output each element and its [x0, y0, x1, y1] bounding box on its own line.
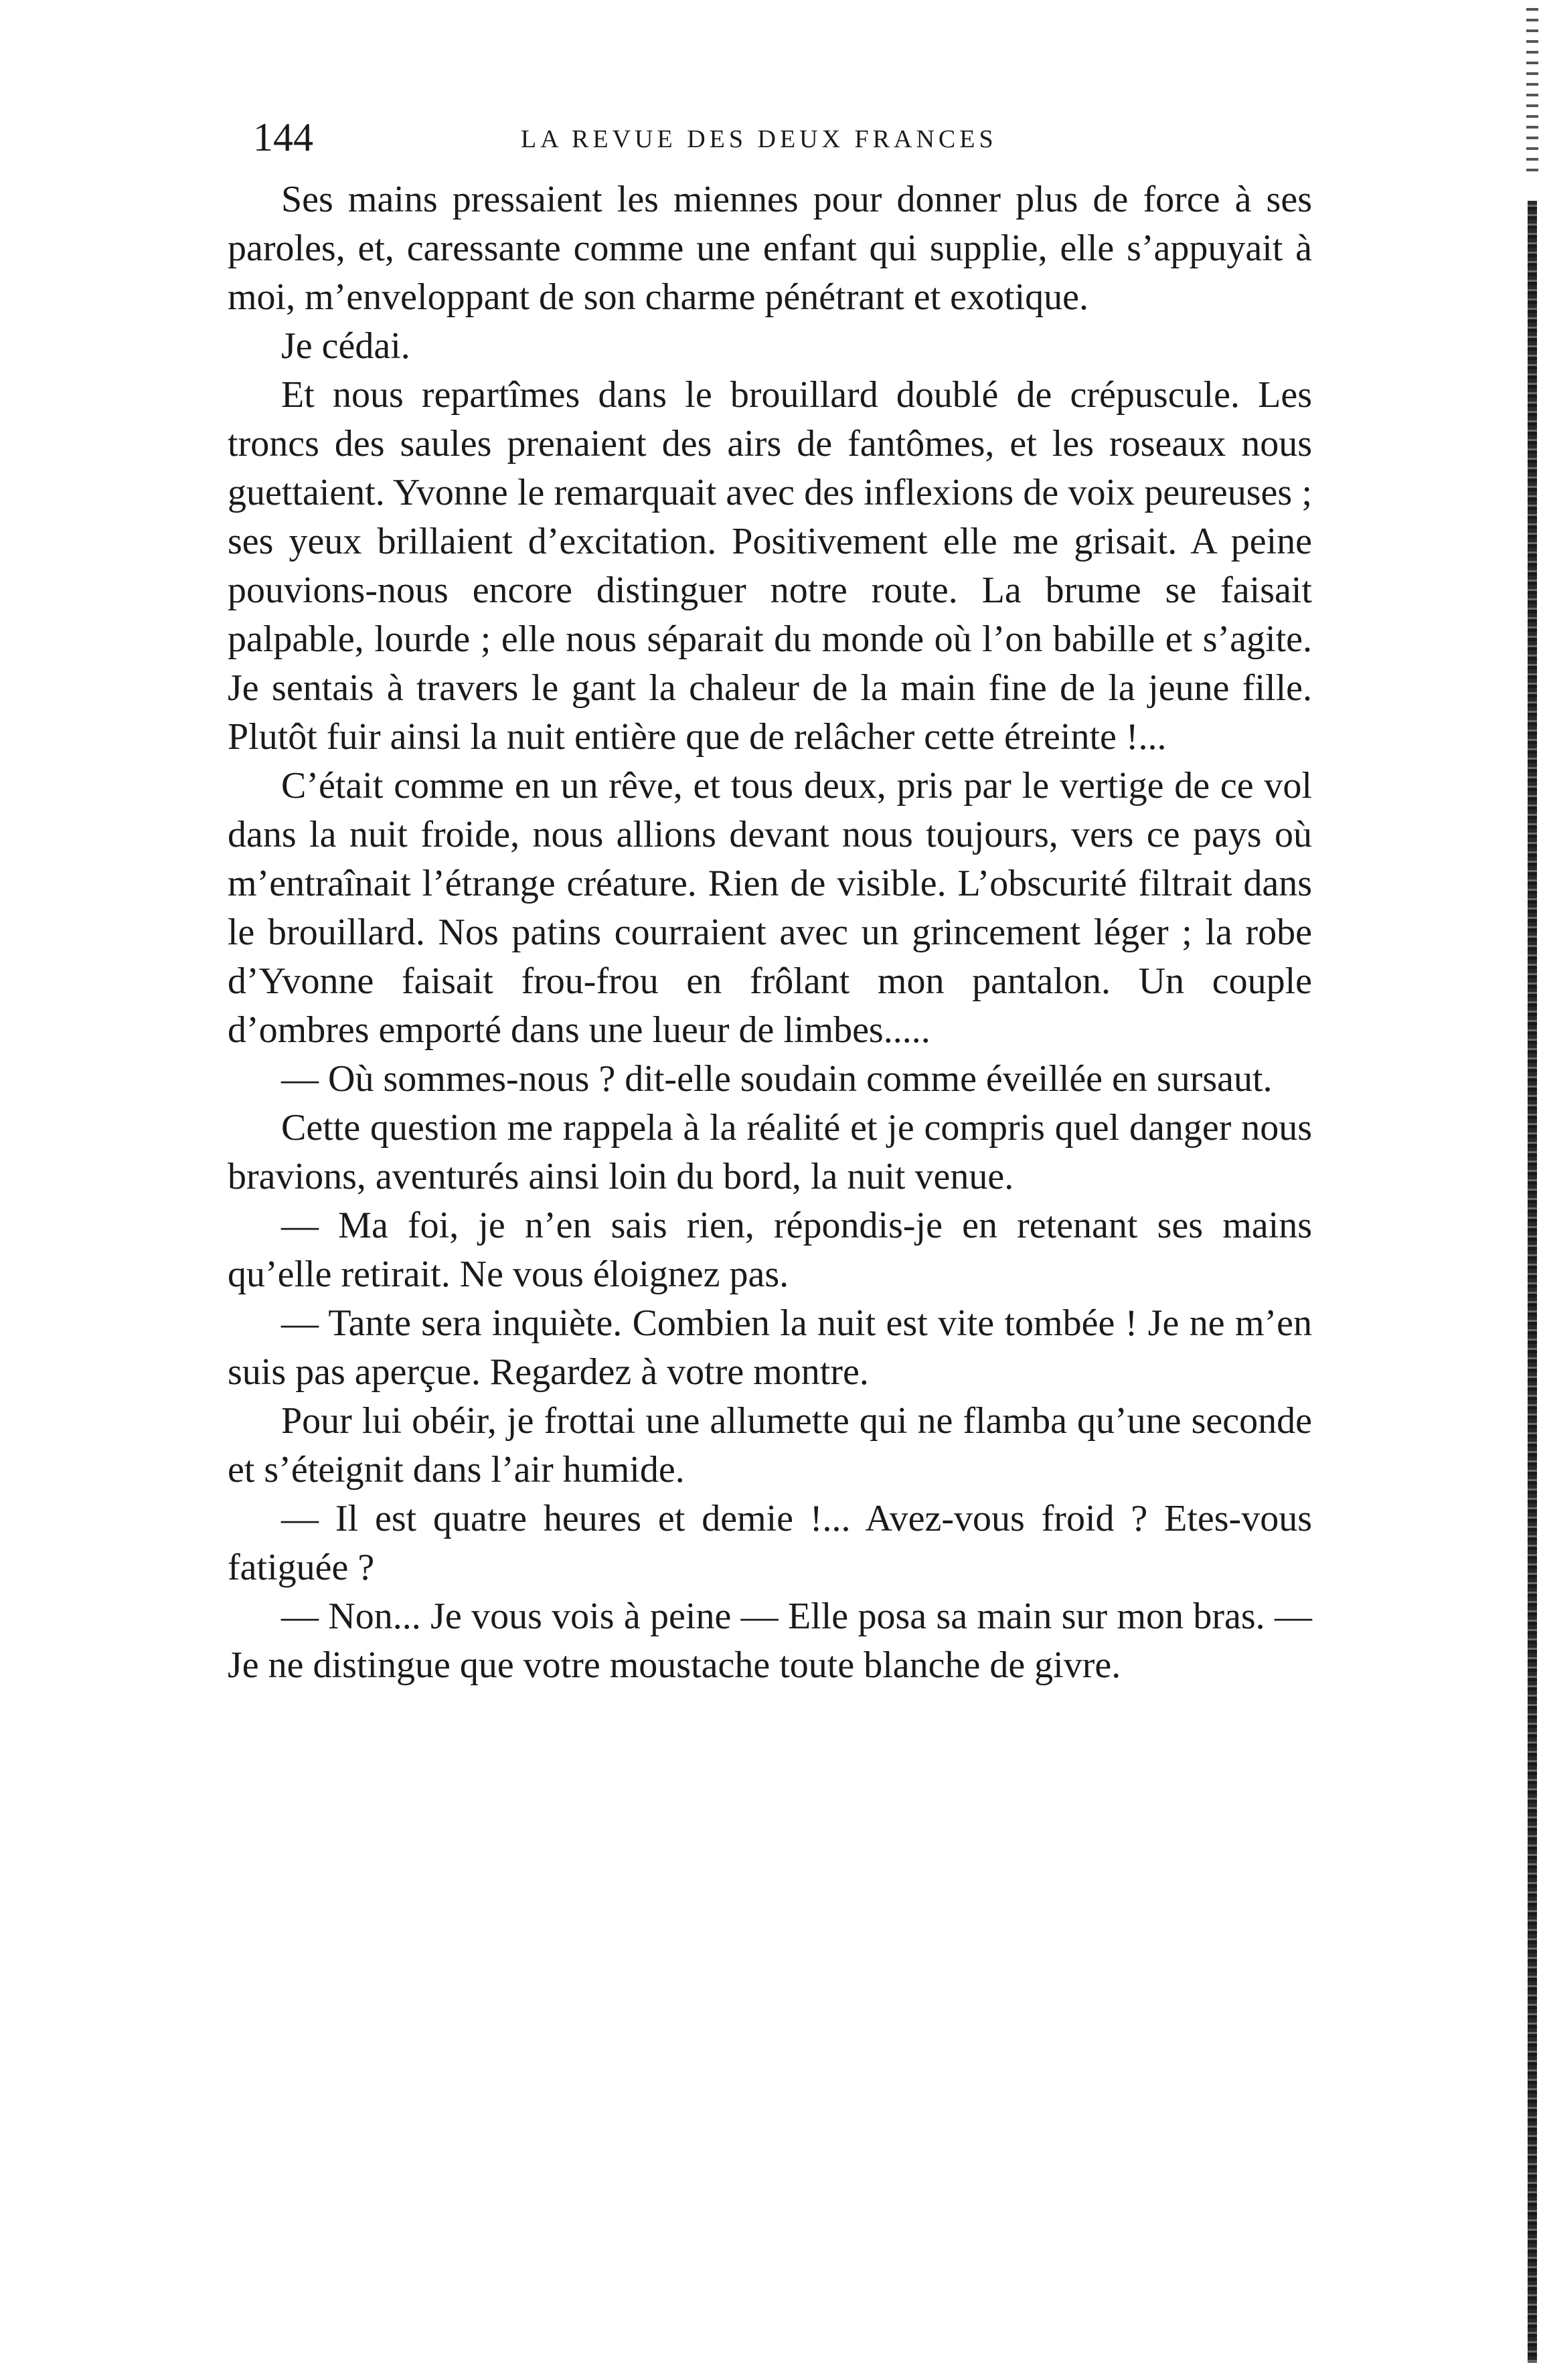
paragraph: C’était comme en un rêve, et tous deux, pris par le vertige de ce vol dans la nuit froide, nous allions devant nous toujours, vers ce pays où m’entraînait l’étrange créature. Rien de visible. L’obscurité filtrait dans le brouillard. Nos patins courraient avec un grincement léger ; la robe d’Yvonne faisait frou-frou en frôlant mon pantalon. Un couple d’ombres emporté dans une lueur de limbes.....: [228, 765, 1312, 1051]
page-edge-top-decoration: [1526, 0, 1538, 174]
paragraph: — Ma foi, je n’en sais rien, répondis-je en retenant ses mains qu’elle retirait. Ne vous éloignez pas.: [228, 1205, 1312, 1295]
paragraph: Pour lui obéir, je frottai une allumette qui ne flamba qu’une seconde et s’éteignit dans l’air humide.: [228, 1400, 1312, 1491]
paragraph: Ses mains pressaient les miennes pour donner plus de force à ses paroles, et, caressante comme une enfant qui supplie, elle s’appuyait à moi, m’enveloppant de son charme pénétrant et exotique.: [228, 179, 1312, 318]
paragraph: Et nous repartîmes dans le brouillard doublé de crépuscule. Les troncs des saules prenaient des airs de fantômes, et les roseaux nous guettaient. Yvonne le remarquait avec des inflexions de voix peureuses ; ses yeux brillaient d’excitation. Positivement elle me grisait. A peine pouvions-nous encore distinguer notre route. La brume se faisait palpable, lourde ; elle nous séparait du monde où l’on babille et s’agite. Je sentais à travers le gant la chaleur de la main fine de la jeune fille. Plutôt fuir ainsi la nuit entière que de relâcher cette étreinte !...: [228, 374, 1312, 758]
paragraph: — Où sommes-nous ? dit-elle soudain comme éveillée en sursaut.: [281, 1058, 1273, 1100]
paragraph: — Il est quatre heures et demie !... Avez-vous froid ? Etes-vous fatiguée ?: [228, 1498, 1312, 1588]
paragraph: Cette question me rappela à la réalité et je compris quel danger nous bravions, aventurés ainsi loin du bord, la nuit venue.: [228, 1107, 1312, 1197]
running-head: [253, 107, 1337, 167]
paragraph: — Non... Je vous vois à peine — Elle posa sa main sur mon bras. — Je ne distingue que votre moustache toute blanche de givre.: [228, 1596, 1312, 1686]
body-text: [228, 175, 1312, 1690]
page-number: 144: [253, 115, 313, 159]
paragraph: — Tante sera inquiète. Combien la nuit est vite tombée ! Je ne m’en suis pas aperçue. Regardez à votre montre.: [228, 1302, 1312, 1393]
paragraph: Je cédai.: [281, 325, 410, 367]
page-edge-binding: [1528, 201, 1537, 2363]
journal-title: LA REVUE DES DEUX FRANCES: [521, 125, 997, 153]
